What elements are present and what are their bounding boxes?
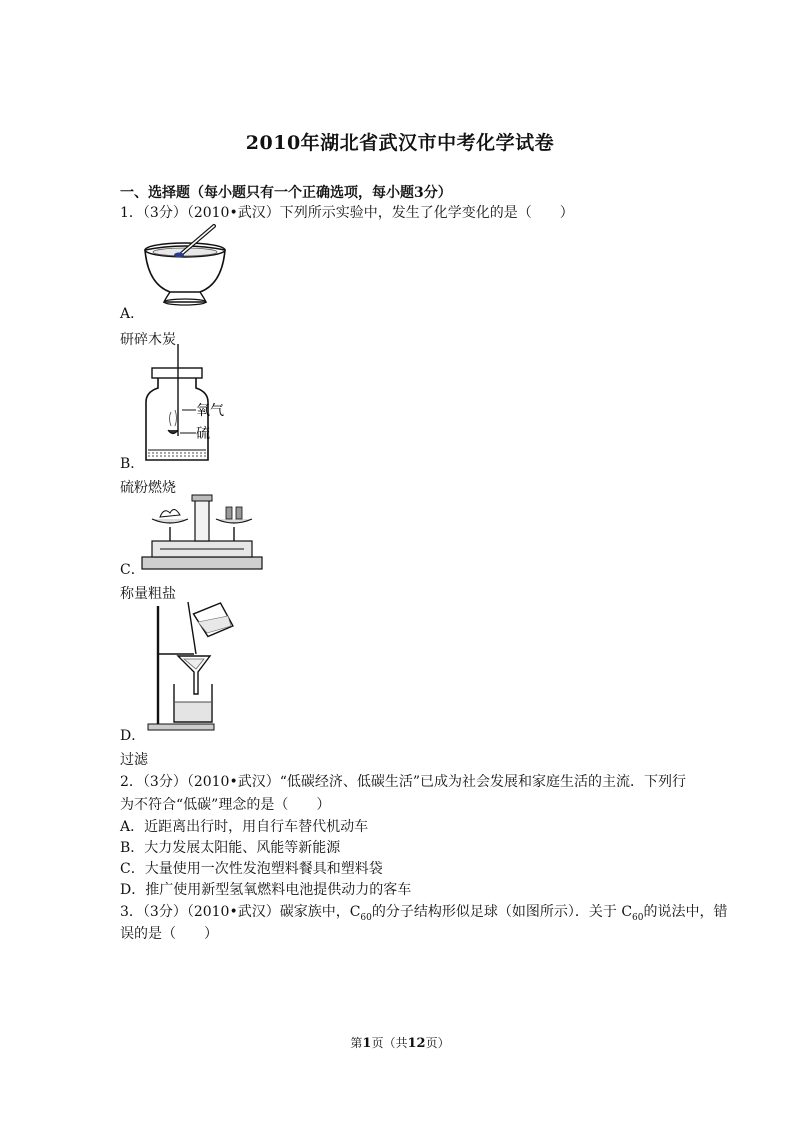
q2-option-a: A．近距离出行时，用自行车替代机动车	[120, 819, 369, 835]
q1-option-b-letter: B．	[120, 456, 145, 472]
sulfur-burning-figure	[140, 340, 250, 464]
q1-option-d-caption: 过滤	[120, 752, 148, 768]
q1-stem: 1．（3分）（2010•武汉）下列所示实验中，发生了化学变化的是（ ）	[120, 205, 574, 221]
q1-option-d-letter: D．	[120, 728, 146, 744]
q1-option-a-letter: A．	[120, 306, 145, 322]
fig-label-oxygen: 氧气	[196, 403, 224, 419]
q1-option-b-caption: 硫粉燃烧	[120, 480, 176, 496]
page-footer: 第1页（共12页）	[350, 1036, 450, 1051]
q2-stem-line2: 为不符合“低碳”理念的是（ ）	[120, 797, 331, 813]
q3-stem-line1: 3．（3分）（2010•武汉）碳家族中，$C_{60}$的分子结构形似足球（如图所示）．关于 $C_{60}$的说法中，错	[120, 904, 728, 923]
fig-label-sulfur: 硫	[196, 426, 210, 442]
section-heading: 一、选择题（每小题只有一个正确选项，每小题3分）	[120, 185, 452, 201]
mortar-pestle-figure	[140, 222, 230, 308]
filtration-figure	[140, 598, 240, 734]
q2-option-b: B．大力发展太阳能、风能等新能源	[120, 840, 341, 856]
q1-option-a-caption: 研碎木炭	[120, 332, 176, 348]
q2-option-c: C．大量使用一次性发泡塑料餐具和塑料袋	[120, 861, 383, 877]
q3-stem-line2: 误的是（ ）	[120, 926, 218, 942]
q2-stem-line1: 2．（3分）（2010•武汉）“低碳经济、低碳生活”已成为社会发展和家庭生活的主流．下列行	[120, 774, 687, 790]
page-title: 2010年湖北省武汉市中考化学试卷	[245, 132, 555, 154]
q1-option-c-letter: C．	[120, 562, 145, 578]
q1-option-c-caption: 称量粗盐	[120, 586, 176, 602]
q2-option-d: D．推广使用新型氢氧燃料电池提供动力的客车	[120, 882, 412, 898]
balance-figure	[140, 493, 265, 573]
